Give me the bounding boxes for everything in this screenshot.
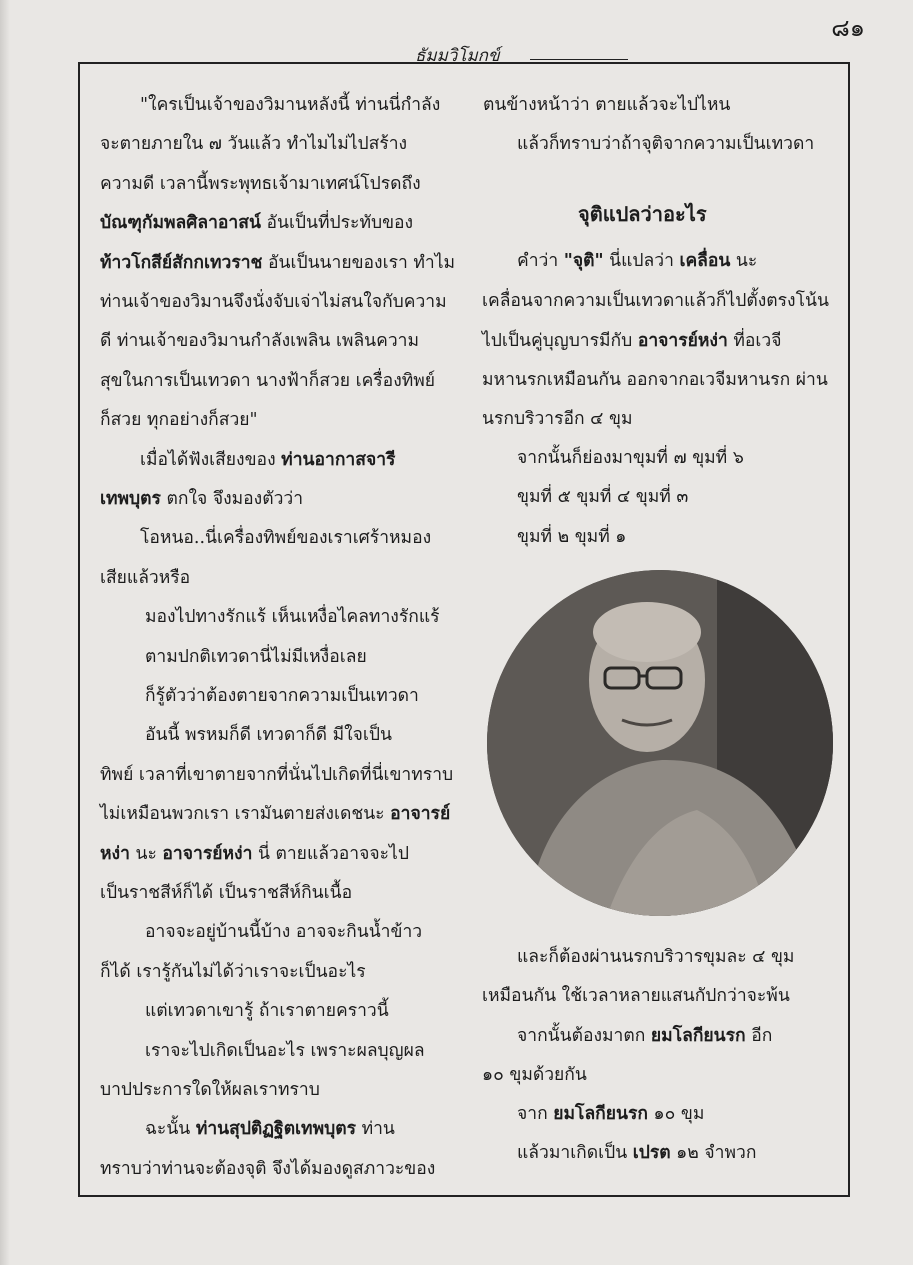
text-line	[482, 404, 633, 432]
text-line	[145, 996, 389, 1024]
text-segment: โอหนอ..นี่เครื่องทิพย์ของเราเศร้าหมอง	[140, 528, 432, 549]
text-segment: สุขในการเป็นเทวดา นางฟ้าก็สวย เครื่องทิพย์	[100, 370, 436, 391]
text-line	[100, 957, 366, 985]
bold-text: อาจารย์	[390, 804, 451, 825]
text-line	[100, 1075, 320, 1103]
text-line	[517, 246, 757, 274]
text-segment: อีก	[745, 1026, 773, 1046]
text-line	[517, 129, 814, 157]
text-segment: ก็รู้ตัวว่าต้องตายจากความเป็นเทวดา	[145, 686, 419, 706]
text-segment: ๑๒ จำพวก	[670, 1143, 757, 1163]
text-line	[100, 248, 455, 276]
monk-portrait-photo	[487, 570, 833, 916]
text-line	[517, 522, 626, 550]
text-line	[100, 839, 409, 867]
text-segment: แต่เทวดาเขารู้ ถ้าเราตายคราวนี้	[145, 1001, 389, 1022]
text-line	[145, 681, 419, 709]
text-segment: เหมือนกัน ใช้เวลาหลายแสนกัปกว่าจะพ้น	[482, 986, 790, 1006]
bold-text: เปรต	[632, 1143, 671, 1163]
text-line	[100, 1154, 435, 1182]
text-segment: แล้วก็ทราบว่าถ้าจุติจากความเป็นเทวดา	[517, 134, 815, 154]
page-number: ๘๑	[831, 14, 865, 42]
text-segment: ที่อเวจี	[727, 331, 782, 351]
text-line	[140, 445, 395, 473]
text-segment: ตามปกติเทวดานี่ไม่มีเหงื่อเลย	[145, 646, 367, 667]
text-line	[145, 1036, 425, 1064]
text-segment: ไม่เหมือนพวกเรา เรามันตายส่งเดชนะ	[100, 804, 391, 825]
text-segment: นะ	[129, 843, 163, 864]
text-line	[517, 443, 744, 471]
text-segment: นะ	[730, 251, 758, 271]
text-line	[100, 326, 419, 354]
text-line	[100, 878, 352, 906]
text-segment: ขุมที่ ๕ ขุมที่ ๔ ขุมที่ ๓	[517, 487, 689, 507]
text-segment: ก็ได้ เรารู้กันไม่ได้ว่าเราจะเป็นอะไร	[100, 961, 366, 982]
bold-text: ท่านสุปติฏฐิตเทพบุตร	[195, 1119, 356, 1140]
text-segment: นี่แปลว่า	[603, 251, 680, 271]
text-segment: ความดี เวลานี้พระพุทธเจ้ามาเทศน์โปรดถึง	[100, 173, 421, 194]
text-segment: เสียแล้วหรือ	[100, 567, 191, 588]
edge-label	[0, 915, 2, 956]
text-line	[145, 602, 440, 630]
text-segment: และก็ต้องผ่านนรกบริวารขุมละ ๔ ขุม	[517, 947, 795, 967]
bold-text: ยมโลกียนรก	[650, 1026, 746, 1046]
text-line	[145, 720, 392, 748]
text-line	[145, 917, 422, 945]
bold-text: หง่า	[100, 843, 130, 864]
bold-text: เทพบุตร	[100, 489, 161, 509]
bold-text: ยมโลกียนรก	[553, 1104, 648, 1124]
text-line	[517, 942, 794, 970]
text-segment: ไปเป็นคู่บุญบารมีกับ	[482, 331, 638, 351]
text-line	[140, 90, 440, 118]
text-line	[517, 1138, 756, 1166]
text-line	[100, 129, 407, 157]
text-segment: ตนข้างหน้าว่า ตายแล้วจะไปไหน	[483, 95, 731, 115]
text-segment: มหานรกเหมือนกัน ออกจากอเวจีมหานรก ผ่าน	[482, 370, 828, 390]
text-line	[100, 366, 435, 394]
text-segment: อาจจะอยู่บ้านนี้บ้าง อาจจะกินน้ำข้าว	[145, 922, 423, 943]
bold-text: ท้าวโกสีย์สักกเทวราช	[100, 252, 263, 273]
text-line	[483, 90, 730, 118]
text-segment: อันเป็นที่ประทับของ	[260, 213, 414, 234]
text-segment: เมื่อได้ฟังเสียงของ	[140, 449, 282, 470]
text-line	[100, 563, 190, 591]
text-line	[145, 1114, 395, 1142]
text-line	[517, 482, 688, 510]
text-segment: นี่ ตายแล้วอาจจะไป	[252, 843, 409, 864]
text-segment: จาก	[517, 1104, 554, 1124]
text-line	[517, 1099, 704, 1127]
text-segment: แล้วมาเกิดเป็น	[517, 1143, 633, 1163]
text-line	[100, 208, 413, 236]
text-line	[100, 169, 421, 197]
bold-text: อาจารย์หง่า	[162, 843, 253, 864]
text-segment: ๑๐ ขุมด้วยกัน	[482, 1065, 587, 1085]
text-segment: ทิพย์ เวลาที่เขาตายจากที่นั่นไปเกิดที่นี่เขาทราบ	[100, 764, 454, 785]
text-segment: ก็สวย ทุกอย่างก็สวย"	[100, 410, 258, 431]
text-segment: ทราบว่าท่านจะต้องจุติ จึงได้มองดูสภาวะของ	[100, 1158, 436, 1179]
text-line	[100, 760, 453, 788]
text-line	[100, 287, 447, 315]
text-line	[482, 1060, 587, 1088]
text-segment: จากนั้นต้องมาตก	[517, 1026, 651, 1046]
text-segment: มองไปทางรักแร้ เห็นเหงื่อไคลทางรักแร้	[145, 607, 440, 628]
text-segment: อันนี้ พรหมก็ดี เทวดาก็ดี มีใจเป็น	[145, 725, 392, 746]
text-segment: เป็นราชสีห์ก็ได้ เป็นราชสีห์กินเนื้อ	[100, 883, 353, 903]
text-segment: อันเป็นนายของเรา ทำไม	[262, 252, 456, 273]
bold-text: ท่านอากาสจารี	[281, 449, 396, 470]
text-segment: ขุมที่ ๒ ขุมที่ ๑	[517, 527, 627, 547]
text-segment: "ใครเป็นเจ้าของวิมานหลังนี้ ท่านนี่กำลัง	[140, 95, 441, 115]
section-heading: จุติแปลว่าอะไร	[578, 202, 707, 226]
text-segment: ๑๐ ขุม	[647, 1104, 705, 1124]
text-segment: จะตายภายใน ๗ วันแล้ว ทำไมไม่ไปสร้าง	[100, 134, 408, 155]
text-segment: ดี ท่านเจ้าของวิมานกำลังเพลิน เพลินความ	[100, 331, 420, 352]
text-segment: คำว่า	[517, 251, 564, 271]
text-line	[517, 1021, 772, 1049]
text-segment: ท่านเจ้าของวิมานจึงนั่งจับเจ่าไม่สนใจกับความ	[100, 292, 447, 312]
text-line	[100, 799, 450, 827]
text-segment: ตกใจ จึงมองตัวว่า	[160, 489, 304, 509]
text-line	[140, 523, 431, 551]
text-line	[482, 286, 829, 314]
text-segment: ท่าน	[356, 1119, 395, 1140]
text-line	[145, 642, 367, 670]
text-line	[100, 484, 303, 512]
text-segment: บาปประการใดให้ผลเราทราบ	[100, 1080, 320, 1100]
text-line	[100, 405, 258, 433]
text-line	[482, 365, 828, 393]
header-rule	[530, 59, 628, 60]
page-fold-shadow	[0, 0, 10, 1265]
bold-text: บัณฑุกัมพลศิลาอาสน์	[100, 213, 261, 234]
text-segment: ฉะนั้น	[145, 1119, 196, 1140]
bold-text: เคลื่อน	[679, 251, 731, 271]
text-line	[482, 326, 781, 354]
text-segment: เคลื่อนจากความเป็นเทวดาแล้วก็ไปตั้งตรงโน้น	[482, 291, 829, 311]
text-line	[482, 981, 790, 1009]
text-segment: เราจะไปเกิดเป็นอะไร เพราะผลบุญผล	[145, 1040, 425, 1061]
bold-text: "จุติ"	[563, 251, 604, 271]
text-segment: จากนั้นก็ย่องมาขุมที่ ๗ ขุมที่ ๖	[517, 448, 744, 468]
running-header: ธัมมวิโมกข์	[415, 46, 500, 66]
bold-text: อาจารย์หง่า	[637, 331, 728, 351]
text-segment: นรกบริวารอีก ๔ ขุม	[482, 409, 633, 429]
